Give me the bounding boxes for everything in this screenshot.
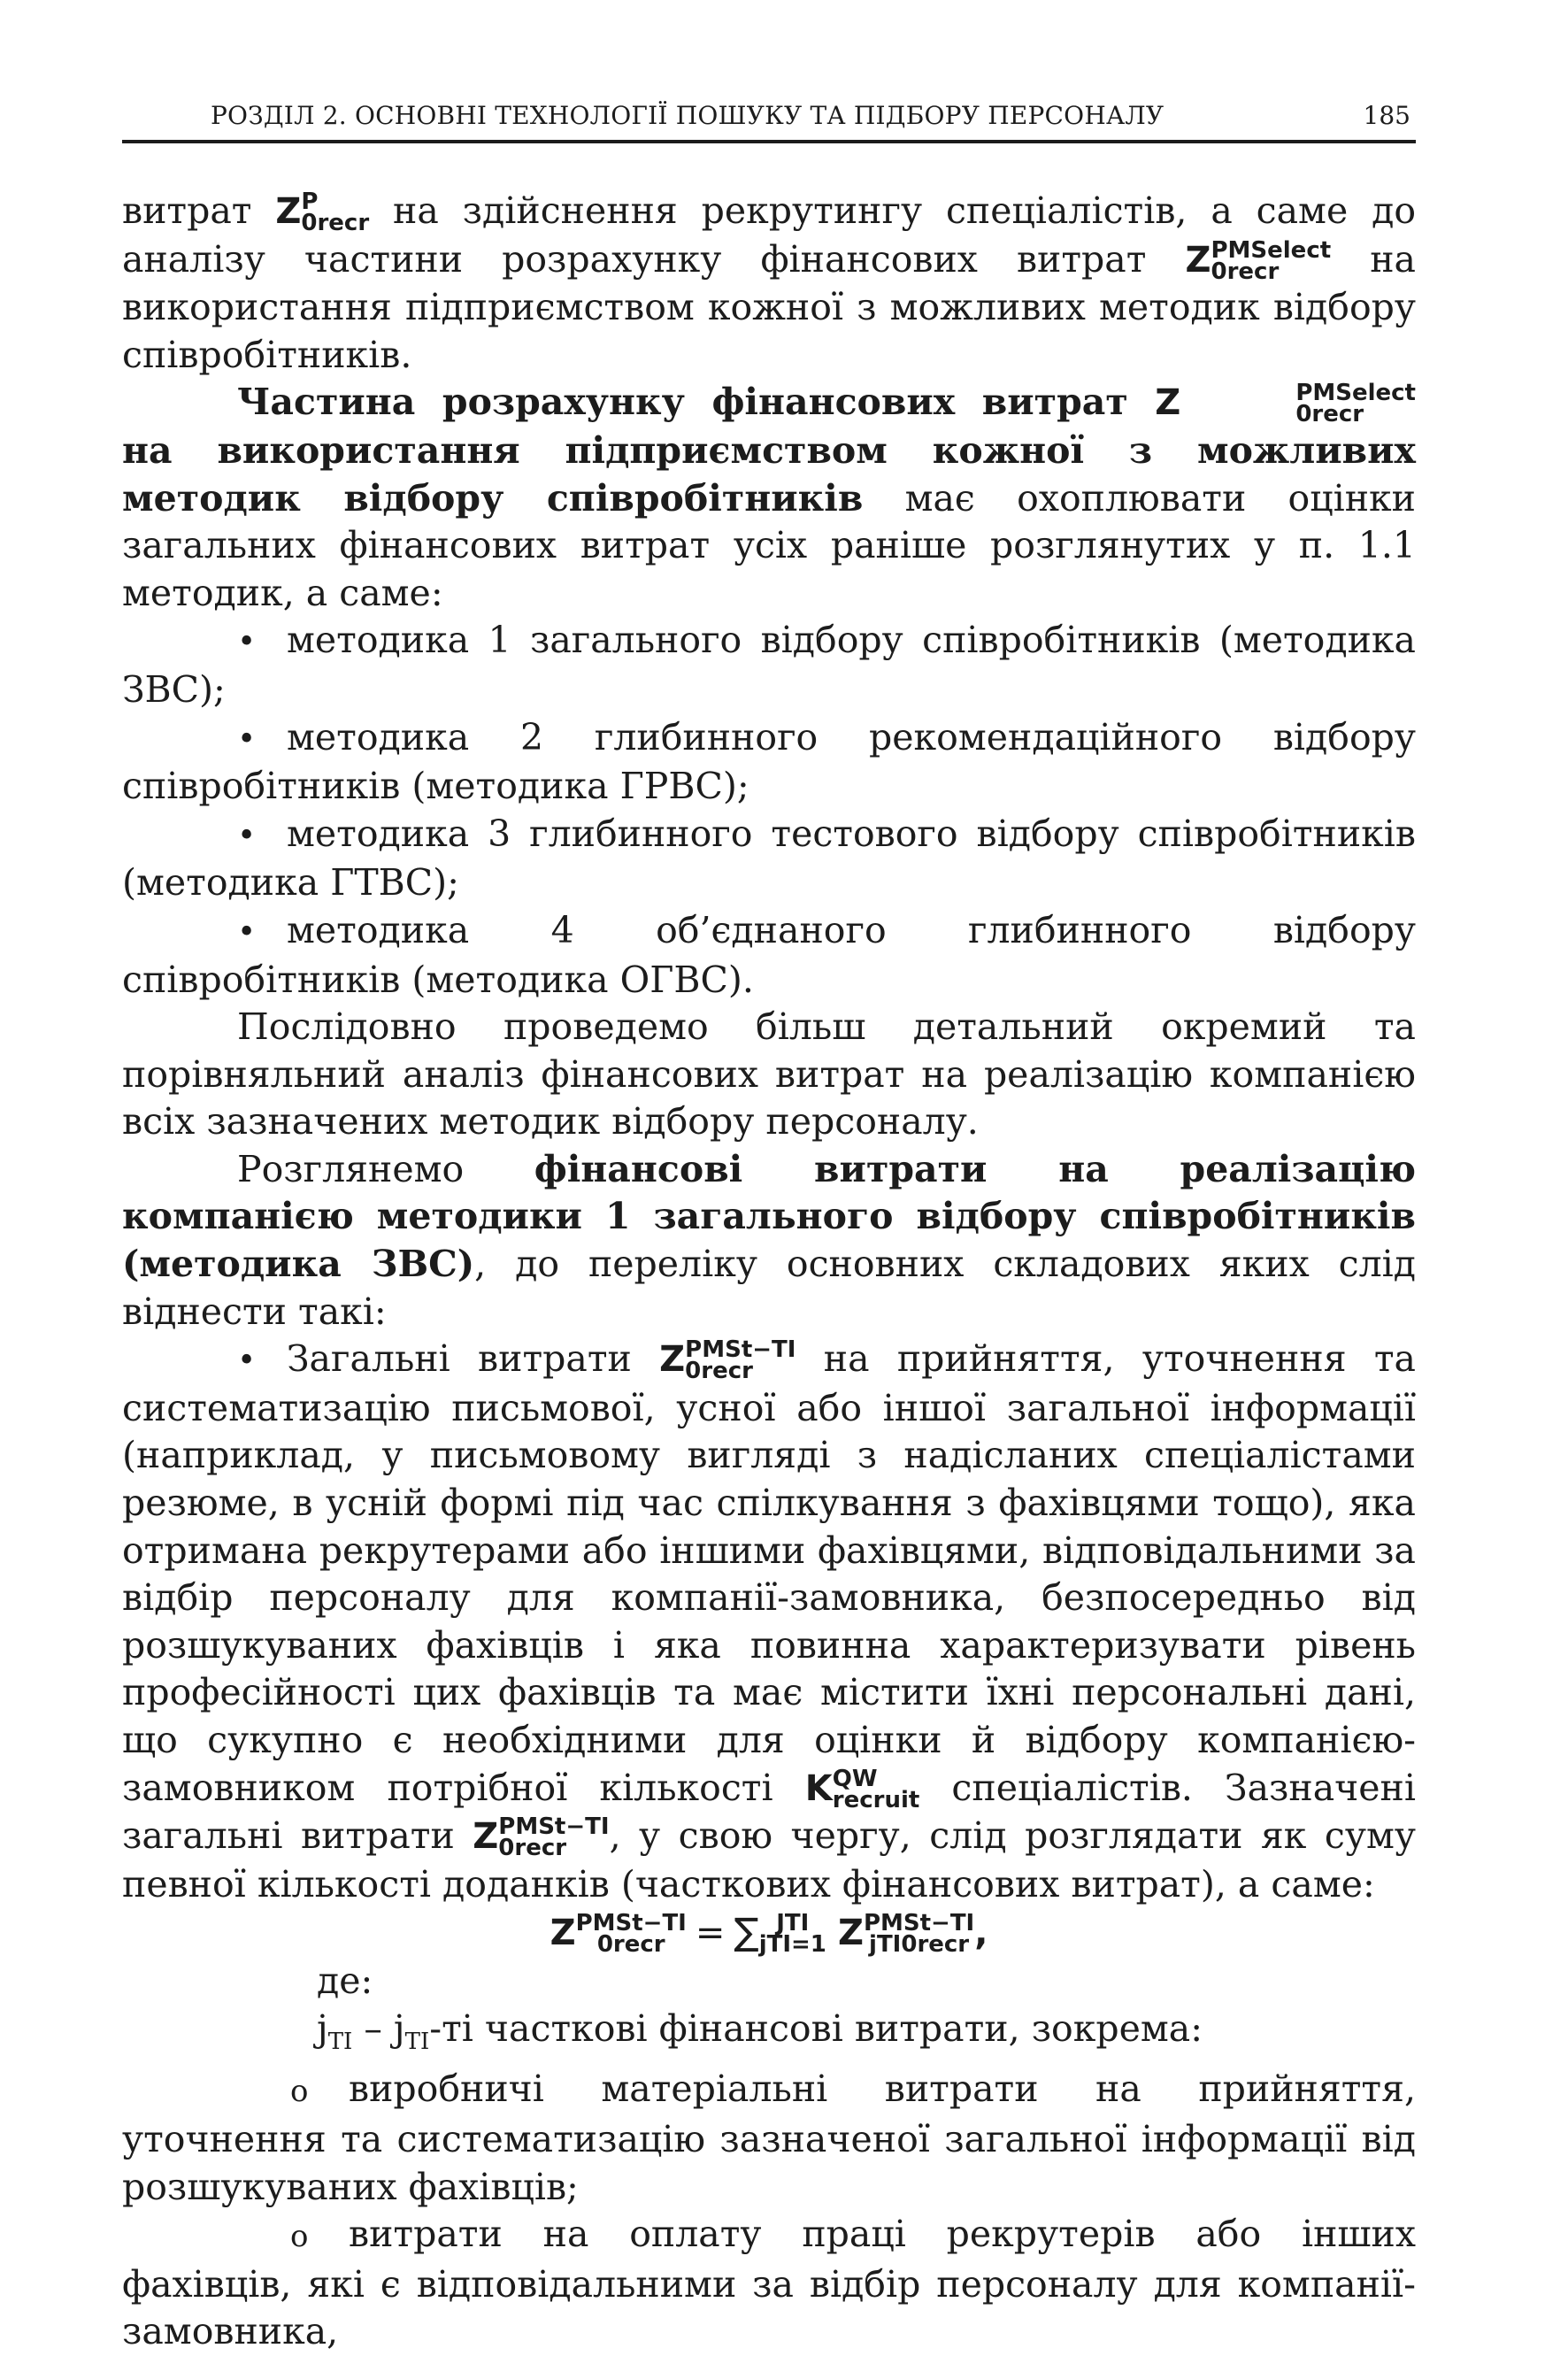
- paragraph-methods-intro: [122, 379, 1416, 617]
- text: , до переліку основних складових яких слід віднести такі:: [122, 1243, 1416, 1333]
- list-item-text: методика 2 глибинного рекомендаційного відбору співробітників (методика ГРВС);: [122, 715, 1416, 808]
- sum-formula: [122, 1908, 1416, 1958]
- subscript: 0recr: [498, 1835, 567, 1862]
- subscript: 0recr: [301, 210, 370, 236]
- symbol-z: Z: [473, 1816, 499, 1858]
- formula-scripts: [863, 1910, 975, 1959]
- formula-scripts: [833, 1767, 920, 1812]
- superscript: JTI: [776, 1910, 810, 1937]
- formula-scripts: [758, 1910, 826, 1959]
- text: на прийняття, уточнення та систематизацію письмової, усної або іншої загальної інформації (наприклад, у письмовому вигляді з надісланих спеціалістами резюме, в усній формі під час спілкування з фахівцями тощо), яка отримана рекрутерами або іншими фахівцями, відповідальними за відбір персоналу для компанії-замовника, безпосередньо від розшукуваних фахівців і яка повинна характеризувати рівень професійності цих фахівців та має містити їхні персональні дані, що сукупно є необхідними для оцінки й відбору компанією-замовником потрібної кількості: [122, 1337, 1417, 1809]
- bold-text: на використання підприємством кожної з можливих методик відбору співробітників: [122, 428, 1416, 520]
- superscript: QW: [832, 1765, 878, 1792]
- superscript: P: [301, 189, 319, 215]
- where-label: де:: [317, 1959, 373, 2002]
- superscript: PMSelect: [1295, 380, 1416, 407]
- sub-item-labor-costs: [122, 2211, 1416, 2356]
- superscript: PMSelect: [1211, 236, 1332, 264]
- superscript: PMSt−TI: [498, 1813, 610, 1841]
- formula-scripts: [498, 1813, 610, 1862]
- symbol-z: Z: [837, 1913, 864, 1954]
- subscript: TI: [404, 2028, 430, 2055]
- subscript: 0recr: [596, 1931, 665, 1959]
- page-body: [122, 188, 1416, 2356]
- bold-text: Частина розрахунку фінансових витрат: [237, 381, 1156, 424]
- circle-bullet-icon: [122, 2214, 349, 2261]
- formula-scripts: [1211, 236, 1332, 285]
- page-number: 185: [1363, 101, 1410, 130]
- bullet-icon: [122, 617, 287, 666]
- symbol-z: Z: [275, 191, 302, 232]
- subscript: TI: [327, 2028, 353, 2055]
- symbol-z: Z: [550, 1913, 576, 1954]
- circle-bullet-icon: [122, 2068, 349, 2116]
- text: Розглянемо: [237, 1147, 534, 1190]
- formula-comma: ,: [974, 1913, 988, 1954]
- subscript: 0recr: [1295, 401, 1364, 428]
- index-letter: j: [317, 2006, 328, 2050]
- symbol-z: Z: [1155, 382, 1181, 424]
- list-item-text: методика 4 об’єднаного глибинного відбору співробітників (методика ОГВС).: [122, 908, 1416, 1001]
- list-item-text: методика 3 глибинного тестового відбору співробітників (методика ГТВС);: [122, 812, 1416, 905]
- paragraph-method-1-costs: [122, 1146, 1416, 1336]
- paragraph-intro: [122, 188, 1416, 379]
- list-item-method-2: [122, 714, 1416, 811]
- subscript: jTI=1: [758, 1931, 826, 1959]
- text: , у свою чергу, слід розглядати як суму певної кількості доданків (часткових фінансових витрат), а саме:: [122, 1814, 1416, 1906]
- running-header: [122, 96, 1416, 143]
- bullet-icon: [122, 907, 287, 957]
- list-item-method-4: [122, 907, 1416, 1004]
- sub-item-text: витрати на оплату праці рекрутерів або інших фахівців, які є відповідальними за відбір персоналу для компанії-замовника,: [122, 2213, 1416, 2353]
- sum-sign: ∑: [734, 1910, 759, 1954]
- text: витрат: [122, 189, 276, 232]
- subscript: recruit: [832, 1786, 920, 1813]
- bullet-icon: [122, 1336, 287, 1385]
- equals-sign: =: [695, 1913, 726, 1954]
- bullet-icon: [122, 811, 287, 860]
- superscript: PMSt−TI: [685, 1336, 796, 1364]
- symbol-k: K: [804, 1767, 833, 1809]
- bullet-icon: [122, 714, 287, 764]
- list-item-general-costs: [122, 1336, 1416, 1908]
- formula-scripts: [1180, 381, 1416, 426]
- bold-text: фінансові витрати на реалізацію компанією методики 1 загального відбору співробітників (методика ЗВС): [122, 1147, 1416, 1286]
- subscript: 0recr: [1211, 258, 1280, 285]
- list-item-method-3: [122, 811, 1416, 907]
- superscript: PMSt−TI: [575, 1910, 687, 1937]
- formula-scripts: [685, 1336, 796, 1385]
- formula-scripts: [575, 1910, 687, 1959]
- symbol-z: Z: [1185, 239, 1211, 281]
- text: спеціалістів. Зазначені загальні витрати: [122, 1766, 1416, 1858]
- text: – j: [352, 2006, 405, 2050]
- sub-item-text: виробничі матеріальні витрати на прийняття, уточнення та систематизацію зазначеної загальної інформації від розшукуваних фахівців;: [122, 2067, 1416, 2208]
- subscript: jTI0recr: [869, 1931, 970, 1959]
- text: має охоплювати оцінки загальних фінансових витрат усіх раніше розглянутих у п. 1.1 методик, а саме:: [122, 476, 1416, 614]
- paragraph-analysis: Послідовно проведемо більш детальний окремий та порівняльний аналіз фінансових витрат на реалізацію компанією всіх зазначених методик відбору персоналу.: [122, 1005, 1416, 1143]
- subscript: 0recr: [685, 1358, 753, 1385]
- text: -ті часткові фінансові витрати, зокрема:: [429, 2006, 1203, 2050]
- text: Загальні витрати: [287, 1337, 660, 1381]
- list-item-text: методика 1 загального відбору співробітників (методика ЗВС);: [122, 619, 1416, 711]
- sub-item-material-costs: [122, 2066, 1416, 2211]
- chapter-title: РОЗДІЛ 2. ОСНОВНІ ТЕХНОЛОГІЇ ПОШУКУ ТА ПІДБОРУ ПЕРСОНАЛУ: [211, 101, 1164, 130]
- superscript: PMSt−TI: [863, 1910, 975, 1937]
- text: на здійснення рекрутингу спеціалістів, а саме до аналізу частини розрахунку фінансових витрат: [122, 189, 1417, 281]
- text: на використання підприємством кожної з можливих методик відбору співробітників.: [122, 237, 1416, 376]
- symbol-z: Z: [659, 1339, 686, 1381]
- formula-scripts: [301, 190, 369, 235]
- index-definition: [122, 2006, 1416, 2067]
- list-item-method-1: [122, 617, 1416, 713]
